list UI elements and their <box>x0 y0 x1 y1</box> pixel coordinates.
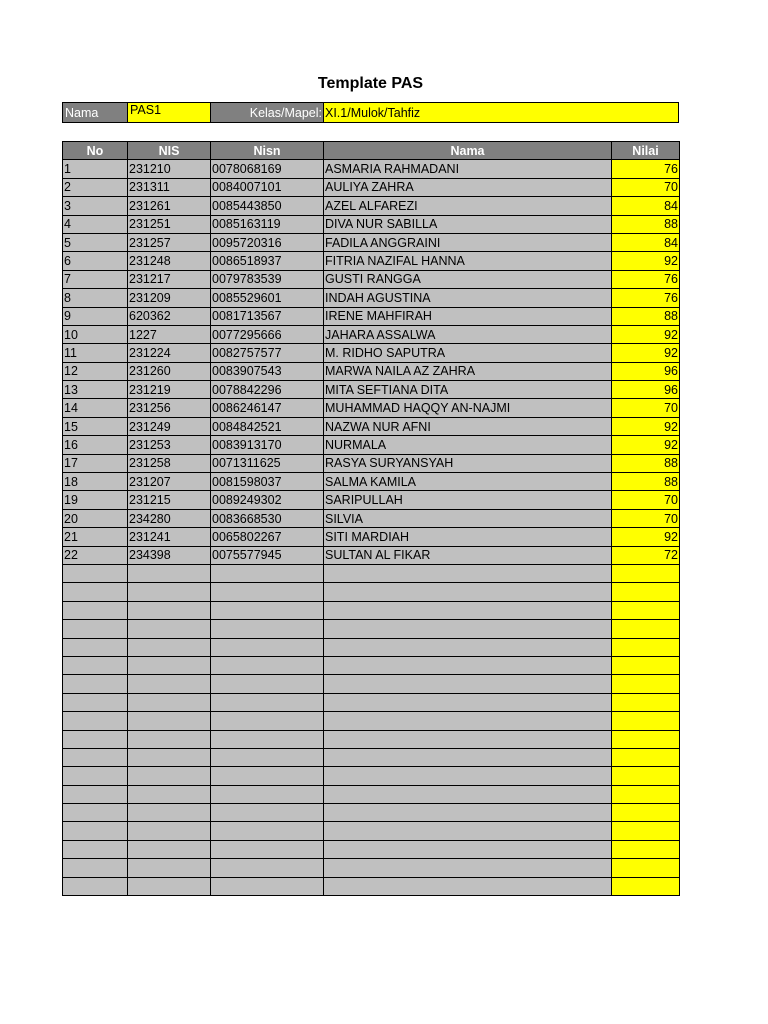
cell-no[interactable]: 17 <box>63 454 128 472</box>
cell-nisn[interactable] <box>211 712 324 730</box>
cell-nilai[interactable]: 92 <box>612 417 680 435</box>
cell-nilai[interactable] <box>612 767 680 785</box>
cell-nisn[interactable] <box>211 877 324 895</box>
cell-no[interactable]: 12 <box>63 362 128 380</box>
table-row <box>63 693 680 711</box>
table-row <box>63 491 680 509</box>
cell-nilai[interactable]: 70 <box>612 509 680 527</box>
cell-nama[interactable]: SITI MARDIAH <box>324 528 612 546</box>
cell-nama[interactable] <box>324 785 612 803</box>
cell-nama[interactable]: AULIYA ZAHRA <box>324 178 612 196</box>
table-row <box>63 528 680 546</box>
cell-nisn[interactable] <box>211 620 324 638</box>
table-row <box>63 767 680 785</box>
cell-nis[interactable]: 231260 <box>128 362 211 380</box>
cell-nis[interactable]: 231217 <box>128 270 211 288</box>
header-nilai: Nilai <box>612 142 680 160</box>
table-row <box>63 307 680 325</box>
cell-no[interactable]: 14 <box>63 399 128 417</box>
cell-nilai[interactable]: 92 <box>612 344 680 362</box>
table-row <box>63 601 680 619</box>
cell-nama[interactable] <box>324 693 612 711</box>
cell-nilai[interactable]: 96 <box>612 381 680 399</box>
cell-nama[interactable] <box>324 859 612 877</box>
cell-nisn[interactable]: 0075577945 <box>211 546 324 564</box>
cell-no[interactable]: 10 <box>63 325 128 343</box>
cell-nisn[interactable]: 0082757577 <box>211 344 324 362</box>
cell-nilai[interactable] <box>612 859 680 877</box>
table-row <box>63 381 680 399</box>
table-row <box>63 583 680 601</box>
cell-no[interactable] <box>63 785 128 803</box>
cell-no[interactable] <box>63 767 128 785</box>
cell-nama[interactable]: NURMALA <box>324 436 612 454</box>
cell-nisn[interactable]: 0085529601 <box>211 289 324 307</box>
cell-nama[interactable]: FADILA ANGGRAINI <box>324 233 612 251</box>
nama-label: Nama <box>63 103 127 122</box>
header-nis: NIS <box>128 142 211 160</box>
cell-nis[interactable]: 231256 <box>128 399 211 417</box>
table-row <box>63 454 680 472</box>
cell-nisn[interactable] <box>211 693 324 711</box>
table-row <box>63 473 680 491</box>
cell-nisn[interactable] <box>211 730 324 748</box>
cell-nilai[interactable] <box>612 822 680 840</box>
kelas-mapel-value-cell[interactable]: XI.1/Mulok/Tahfiz <box>323 103 678 122</box>
table-row <box>63 344 680 362</box>
cell-no[interactable]: 22 <box>63 546 128 564</box>
cell-no[interactable] <box>63 693 128 711</box>
cell-nilai[interactable] <box>612 675 680 693</box>
cell-nisn[interactable]: 0065802267 <box>211 528 324 546</box>
table-row <box>63 215 680 233</box>
cell-nis[interactable] <box>128 712 211 730</box>
table-row <box>63 785 680 803</box>
cell-nisn[interactable]: 0078068169 <box>211 160 324 178</box>
table-row <box>63 252 680 270</box>
cell-nis[interactable] <box>128 564 211 582</box>
table-row <box>63 270 680 288</box>
student-grade-table <box>62 141 680 896</box>
table-row <box>63 546 680 564</box>
cell-nilai[interactable]: 92 <box>612 252 680 270</box>
cell-no[interactable]: 6 <box>63 252 128 270</box>
cell-nilai[interactable]: 84 <box>612 233 680 251</box>
cell-nis[interactable] <box>128 620 211 638</box>
cell-nama[interactable] <box>324 583 612 601</box>
cell-nilai[interactable]: 88 <box>612 215 680 233</box>
table-row <box>63 620 680 638</box>
table-row <box>63 656 680 674</box>
cell-nama[interactable] <box>324 804 612 822</box>
cell-nilai[interactable]: 96 <box>612 362 680 380</box>
cell-nama[interactable] <box>324 767 612 785</box>
cell-nilai[interactable] <box>612 583 680 601</box>
cell-nisn[interactable] <box>211 564 324 582</box>
cell-nisn[interactable]: 0095720316 <box>211 233 324 251</box>
table-row <box>63 840 680 858</box>
cell-nama[interactable]: SULTAN AL FIKAR <box>324 546 612 564</box>
table-body <box>63 160 680 896</box>
cell-nilai[interactable] <box>612 877 680 895</box>
cell-nilai[interactable]: 70 <box>612 399 680 417</box>
table-row <box>63 399 680 417</box>
table-row <box>63 160 680 178</box>
table-row <box>63 436 680 454</box>
cell-nilai[interactable] <box>612 748 680 766</box>
cell-nis[interactable] <box>128 693 211 711</box>
table-row <box>63 325 680 343</box>
cell-nilai[interactable]: 88 <box>612 454 680 472</box>
cell-nilai[interactable]: 70 <box>612 178 680 196</box>
cell-nis[interactable] <box>128 583 211 601</box>
cell-no[interactable]: 5 <box>63 233 128 251</box>
cell-nis[interactable]: 231248 <box>128 252 211 270</box>
cell-no[interactable]: 9 <box>63 307 128 325</box>
cell-nis[interactable]: 231311 <box>128 178 211 196</box>
table-row <box>63 417 680 435</box>
cell-no[interactable]: 2 <box>63 178 128 196</box>
cell-nama[interactable]: INDAH AGUSTINA <box>324 289 612 307</box>
cell-no[interactable] <box>63 840 128 858</box>
kelas-mapel-label: Kelas/Mapel: <box>211 103 323 122</box>
cell-no[interactable]: 13 <box>63 381 128 399</box>
cell-nama[interactable]: SALMA KAMILA <box>324 473 612 491</box>
cell-nis[interactable]: 231251 <box>128 215 211 233</box>
cell-nilai[interactable] <box>612 785 680 803</box>
cell-nama[interactable] <box>324 822 612 840</box>
cell-nilai[interactable]: 88 <box>612 473 680 491</box>
cell-nama[interactable]: SARIPULLAH <box>324 491 612 509</box>
header-nama: Nama <box>324 142 612 160</box>
cell-no[interactable] <box>63 748 128 766</box>
cell-no[interactable]: 7 <box>63 270 128 288</box>
cell-nis[interactable]: 1227 <box>128 325 211 343</box>
cell-nis[interactable] <box>128 877 211 895</box>
cell-nilai[interactable]: 70 <box>612 491 680 509</box>
cell-nisn[interactable] <box>211 840 324 858</box>
table-row <box>63 675 680 693</box>
cell-nilai[interactable]: 76 <box>612 160 680 178</box>
cell-nilai[interactable]: 92 <box>612 325 680 343</box>
cell-nilai[interactable]: 84 <box>612 197 680 215</box>
cell-nisn[interactable] <box>211 583 324 601</box>
cell-nis[interactable]: 231253 <box>128 436 211 454</box>
cell-nilai[interactable]: 72 <box>612 546 680 564</box>
cell-nis[interactable] <box>128 822 211 840</box>
cell-nama[interactable]: RASYA SURYANSYAH <box>324 454 612 472</box>
table-row <box>63 712 680 730</box>
cell-nisn[interactable]: 0079783539 <box>211 270 324 288</box>
cell-no[interactable] <box>63 620 128 638</box>
cell-nama[interactable]: IRENE MAHFIRAH <box>324 307 612 325</box>
cell-nis[interactable] <box>128 675 211 693</box>
table-row <box>63 509 680 527</box>
table-row <box>63 197 680 215</box>
cell-nis[interactable]: 231219 <box>128 381 211 399</box>
cell-nama[interactable] <box>324 620 612 638</box>
cell-nisn[interactable] <box>211 804 324 822</box>
cell-nama[interactable] <box>324 877 612 895</box>
cell-nis[interactable] <box>128 840 211 858</box>
cell-nama[interactable]: JAHARA ASSALWA <box>324 325 612 343</box>
cell-nis[interactable]: 231261 <box>128 197 211 215</box>
cell-nis[interactable] <box>128 601 211 619</box>
cell-nama[interactable]: GUSTI RANGGA <box>324 270 612 288</box>
cell-nilai[interactable] <box>612 730 680 748</box>
cell-nama[interactable] <box>324 748 612 766</box>
cell-nama[interactable]: AZEL ALFAREZI <box>324 197 612 215</box>
cell-no[interactable]: 3 <box>63 197 128 215</box>
table-row <box>63 748 680 766</box>
cell-nama[interactable]: M. RIDHO SAPUTRA <box>324 344 612 362</box>
cell-nisn[interactable]: 0085163119 <box>211 215 324 233</box>
cell-nisn[interactable]: 0089249302 <box>211 491 324 509</box>
cell-nis[interactable]: 234280 <box>128 509 211 527</box>
cell-nis[interactable] <box>128 767 211 785</box>
cell-nama[interactable]: MUHAMMAD HAQQY AN-NAJMI <box>324 399 612 417</box>
table-row <box>63 804 680 822</box>
cell-nisn[interactable]: 0086246147 <box>211 399 324 417</box>
cell-nisn[interactable]: 0081598037 <box>211 473 324 491</box>
cell-nisn[interactable] <box>211 638 324 656</box>
cell-nama[interactable]: ASMARIA RAHMADANI <box>324 160 612 178</box>
cell-nis[interactable]: 231210 <box>128 160 211 178</box>
cell-nisn[interactable] <box>211 601 324 619</box>
cell-no[interactable] <box>63 675 128 693</box>
table-row <box>63 289 680 307</box>
cell-nilai[interactable] <box>612 620 680 638</box>
cell-nis[interactable] <box>128 638 211 656</box>
table-row <box>63 730 680 748</box>
cell-nisn[interactable]: 0085443850 <box>211 197 324 215</box>
cell-no[interactable]: 15 <box>63 417 128 435</box>
cell-no[interactable]: 16 <box>63 436 128 454</box>
cell-nilai[interactable]: 76 <box>612 289 680 307</box>
cell-nilai[interactable] <box>612 804 680 822</box>
cell-nama[interactable] <box>324 638 612 656</box>
cell-nis[interactable] <box>128 730 211 748</box>
cell-no[interactable]: 21 <box>63 528 128 546</box>
cell-nisn[interactable]: 0083913170 <box>211 436 324 454</box>
table-row <box>63 859 680 877</box>
cell-nama[interactable] <box>324 601 612 619</box>
cell-nis[interactable] <box>128 656 211 674</box>
table-row <box>63 178 680 196</box>
cell-nama[interactable] <box>324 840 612 858</box>
cell-no[interactable]: 4 <box>63 215 128 233</box>
cell-no[interactable] <box>63 601 128 619</box>
cell-no[interactable]: 19 <box>63 491 128 509</box>
cell-nama[interactable]: MITA SEFTIANA DITA <box>324 381 612 399</box>
table-row <box>63 822 680 840</box>
cell-no[interactable] <box>63 564 128 582</box>
cell-nis[interactable]: 231207 <box>128 473 211 491</box>
cell-nilai[interactable] <box>612 840 680 858</box>
cell-nisn[interactable] <box>211 859 324 877</box>
cell-no[interactable] <box>63 712 128 730</box>
cell-nisn[interactable] <box>211 748 324 766</box>
cell-no[interactable] <box>63 656 128 674</box>
cell-nama[interactable] <box>324 564 612 582</box>
cell-no[interactable]: 20 <box>63 509 128 527</box>
cell-nisn[interactable] <box>211 785 324 803</box>
cell-nisn[interactable]: 0081713567 <box>211 307 324 325</box>
cell-nis[interactable]: 231257 <box>128 233 211 251</box>
cell-nis[interactable]: 234398 <box>128 546 211 564</box>
cell-nis[interactable]: 231258 <box>128 454 211 472</box>
cell-nama[interactable]: DIVA NUR SABILLA <box>324 215 612 233</box>
cell-nis[interactable]: 620362 <box>128 307 211 325</box>
table-row <box>63 564 680 582</box>
cell-nisn[interactable]: 0077295666 <box>211 325 324 343</box>
cell-nis[interactable]: 231249 <box>128 417 211 435</box>
cell-nama[interactable] <box>324 675 612 693</box>
table-header-row <box>63 142 680 160</box>
cell-nisn[interactable] <box>211 675 324 693</box>
cell-nilai[interactable]: 76 <box>612 270 680 288</box>
cell-nisn[interactable]: 0084842521 <box>211 417 324 435</box>
cell-nilai[interactable] <box>612 656 680 674</box>
cell-nama[interactable]: MARWA NAILA AZ ZAHRA <box>324 362 612 380</box>
cell-nisn[interactable] <box>211 822 324 840</box>
cell-no[interactable]: 18 <box>63 473 128 491</box>
cell-nis[interactable]: 231224 <box>128 344 211 362</box>
cell-nis[interactable] <box>128 859 211 877</box>
cell-nama[interactable]: FITRIA NAZIFAL HANNA <box>324 252 612 270</box>
cell-nama[interactable] <box>324 656 612 674</box>
cell-nisn[interactable]: 0083668530 <box>211 509 324 527</box>
cell-nis[interactable]: 231241 <box>128 528 211 546</box>
table-row <box>63 233 680 251</box>
table-row <box>63 362 680 380</box>
cell-nis[interactable]: 231209 <box>128 289 211 307</box>
cell-no[interactable] <box>63 877 128 895</box>
cell-no[interactable]: 8 <box>63 289 128 307</box>
cell-nilai[interactable] <box>612 638 680 656</box>
info-row <box>62 102 679 123</box>
cell-no[interactable] <box>63 822 128 840</box>
header-nisn: Nisn <box>211 142 324 160</box>
cell-no[interactable]: 11 <box>63 344 128 362</box>
page-title: Template PAS <box>317 75 424 92</box>
cell-nilai[interactable] <box>612 693 680 711</box>
table-row <box>63 638 680 656</box>
cell-nama[interactable]: SILVIA <box>324 509 612 527</box>
cell-nilai[interactable]: 88 <box>612 307 680 325</box>
cell-no[interactable]: 1 <box>63 160 128 178</box>
cell-nilai[interactable]: 92 <box>612 528 680 546</box>
cell-nis[interactable] <box>128 785 211 803</box>
cell-nama[interactable] <box>324 730 612 748</box>
cell-no[interactable] <box>63 730 128 748</box>
cell-nilai[interactable] <box>612 712 680 730</box>
table-row <box>63 877 680 895</box>
cell-nama[interactable]: NAZWA NUR AFNI <box>324 417 612 435</box>
cell-nilai[interactable] <box>612 601 680 619</box>
nama-value-cell[interactable]: PAS1 <box>127 103 211 122</box>
cell-no[interactable] <box>63 859 128 877</box>
cell-nis[interactable]: 231215 <box>128 491 211 509</box>
cell-nisn[interactable] <box>211 767 324 785</box>
cell-nisn[interactable]: 0084007101 <box>211 178 324 196</box>
cell-nisn[interactable]: 0086518937 <box>211 252 324 270</box>
cell-nisn[interactable] <box>211 656 324 674</box>
cell-no[interactable] <box>63 804 128 822</box>
cell-nis[interactable] <box>128 748 211 766</box>
cell-nilai[interactable]: 92 <box>612 436 680 454</box>
cell-nilai[interactable] <box>612 564 680 582</box>
cell-no[interactable] <box>63 638 128 656</box>
cell-nisn[interactable]: 0071311625 <box>211 454 324 472</box>
cell-no[interactable] <box>63 583 128 601</box>
cell-nama[interactable] <box>324 712 612 730</box>
cell-nis[interactable] <box>128 804 211 822</box>
cell-nisn[interactable]: 0078842296 <box>211 381 324 399</box>
header-no: No <box>63 142 128 160</box>
cell-nisn[interactable]: 0083907543 <box>211 362 324 380</box>
